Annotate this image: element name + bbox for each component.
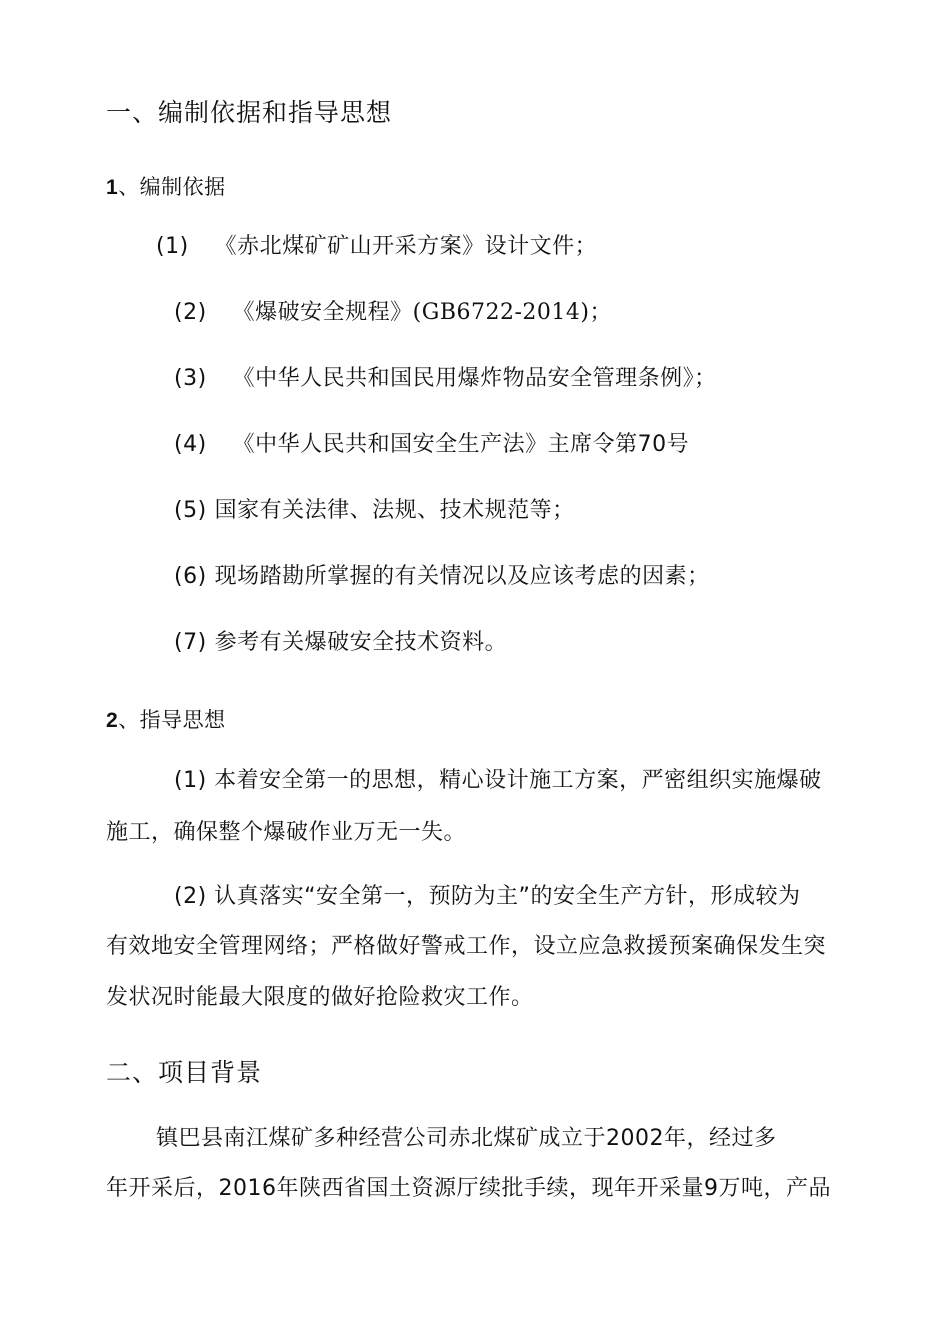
subsection-number: 2 (106, 709, 119, 732)
background-paragraph-line-2: 年开采后，2016年陕西省国土资源厅续批手续，现年开采量9万吨，产品 (106, 1176, 831, 1201)
guiding-paragraph-1-line-1: (1) 本着安全第一的思想，精心设计施工方案，严密组织实施爆破 (174, 768, 822, 793)
guiding-paragraph-2-line-2: 有效地安全管理网络；严格做好警戒工作，设立应急救援预案确保发生突 (106, 934, 827, 959)
guiding-paragraph-2-line-3: 发状况时能最大限度的做好抢险救灾工作。 (106, 985, 534, 1010)
background-paragraph-line-1: 镇巴县南江煤矿多种经营公司赤北煤矿成立于2002年，经过多 (156, 1126, 777, 1151)
item-marker: (1) (156, 234, 189, 259)
item-text: 参考有关爆破安全技术资料。 (214, 630, 508, 655)
basis-item-5 (174, 496, 575, 526)
item-marker: (2) (174, 300, 207, 325)
item-text: 现场踏勘所掌握的有关情况以及应该考虑的因素； (214, 564, 710, 589)
basis-item-2 (174, 298, 612, 328)
basis-item-4 (174, 430, 689, 460)
subsection-title: 、指导思想 (118, 708, 226, 732)
item-marker: (5) (174, 498, 207, 523)
basis-item-6 (174, 562, 710, 592)
guiding-paragraph-1-line-2: 施工，确保整个爆破作业万无一失。 (106, 820, 467, 845)
subsection-heading-guiding-ideas (106, 705, 226, 736)
item-text: 《赤北煤矿矿山开采方案》设计文件； (214, 234, 598, 259)
basis-item-1 (156, 232, 597, 262)
subsection-number: 1 (106, 176, 119, 199)
item-marker: (7) (174, 630, 207, 655)
basis-item-3 (174, 364, 717, 394)
subsection-title: 、编制依据 (118, 175, 226, 199)
item-text: 《爆破安全规程》(GB6722-2014)； (232, 300, 612, 325)
item-text: 国家有关法律、法规、技术规范等； (214, 498, 575, 523)
item-marker: (6) (174, 564, 207, 589)
item-marker: (3) (174, 366, 207, 391)
section-heading-basis-and-guiding-ideas: 一、编制依据和指导思想 (106, 98, 393, 127)
item-marker: (4) (174, 432, 207, 457)
item-text: 《中华人民共和国民用爆炸物品安全管理条例》； (232, 366, 717, 391)
item-text: 《中华人民共和国安全生产法》主席令第70号 (232, 432, 690, 457)
subsection-heading-basis (106, 172, 226, 203)
section-heading-project-background: 二、项目背景 (106, 1058, 263, 1087)
guiding-paragraph-2-line-1: (2) 认真落实“安全第一，预防为主”的安全生产方针，形成较为 (174, 884, 801, 909)
basis-item-7 (174, 628, 507, 658)
